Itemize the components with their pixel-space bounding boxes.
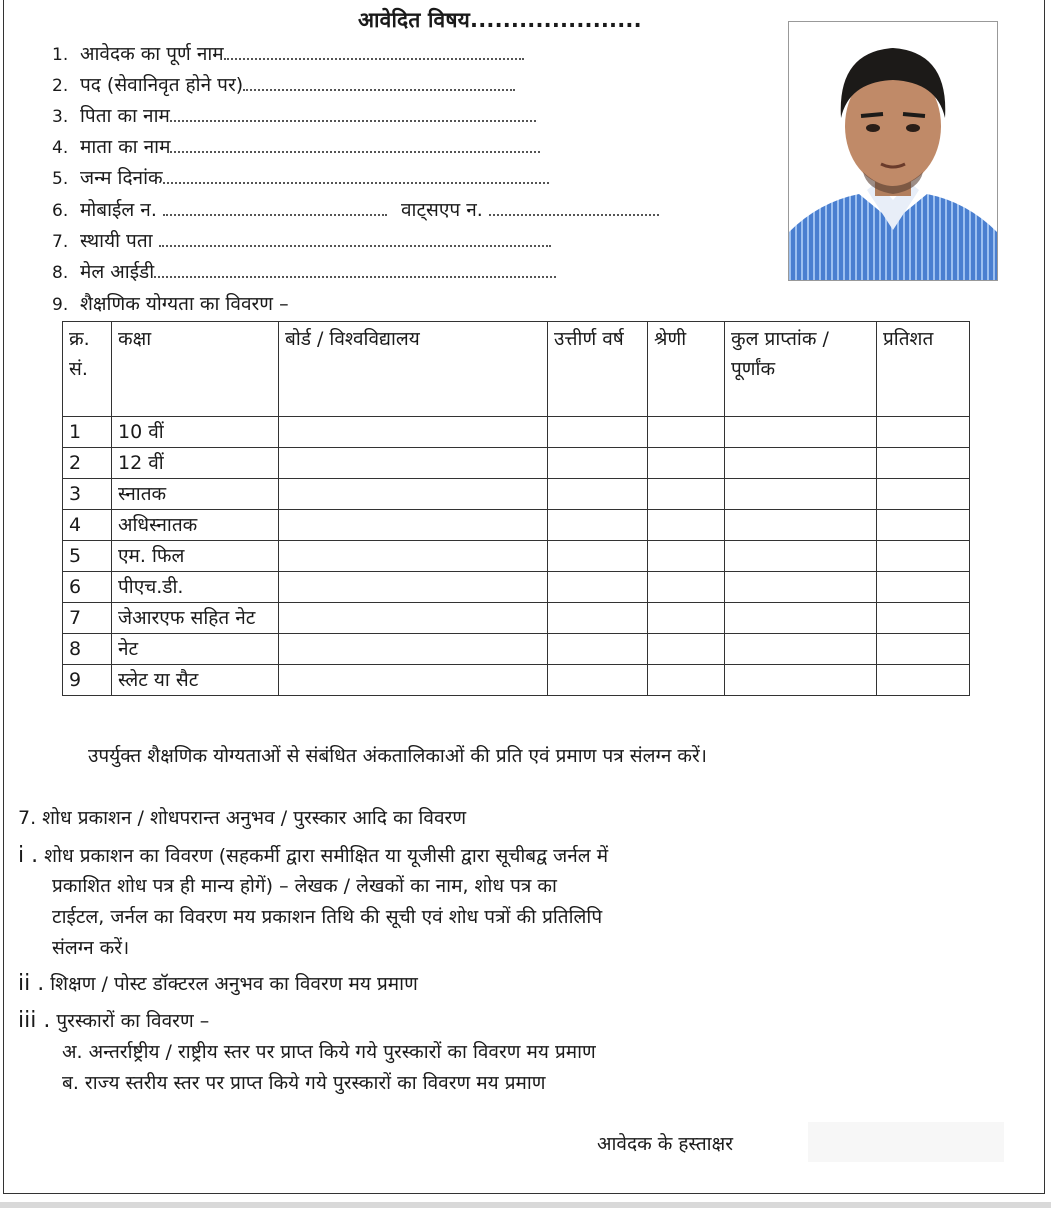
header-total-marks: कुल प्राप्तांक / पूर्णांक: [725, 322, 877, 417]
table-row: [63, 448, 970, 479]
fill-line[interactable]: [224, 44, 524, 60]
cell-marks[interactable]: [725, 448, 877, 479]
field-number: 2.: [52, 76, 69, 96]
cell-division[interactable]: [648, 510, 725, 541]
table-header-row: [63, 322, 970, 417]
cell-marks[interactable]: [725, 541, 877, 572]
cell-percent[interactable]: [877, 603, 970, 634]
whatsapp-fill-line[interactable]: [489, 200, 659, 216]
header-division: श्रेणी: [648, 322, 725, 417]
table-row: [63, 541, 970, 572]
cell-marks[interactable]: [725, 665, 877, 696]
whatsapp-label: वाट्सएप न.: [400, 199, 483, 221]
field-number: 5.: [52, 169, 69, 189]
item-ii: [18, 968, 418, 1000]
cell-percent[interactable]: [877, 634, 970, 665]
table-row: [63, 417, 970, 448]
bottom-strip: [0, 1202, 1051, 1208]
field-education-heading: [52, 292, 289, 317]
cell-division[interactable]: [648, 479, 725, 510]
field-number: 9.: [52, 295, 69, 315]
header-serial: क्र. सं.: [63, 322, 112, 417]
table-row: [63, 634, 970, 665]
cell-division[interactable]: [648, 634, 725, 665]
field-number: 4.: [52, 138, 69, 158]
item-i: [18, 840, 608, 872]
award-sub-b: ब. राज्य स्तरीय स्तर पर प्राप्त किये गये पुरस्कारों का विवरण मय प्रमाण: [62, 1072, 546, 1094]
field-label: शैक्षणिक योग्यता का विवरण –: [80, 293, 289, 315]
field-number: 7.: [52, 232, 69, 252]
cell-board[interactable]: [279, 479, 548, 510]
row-serial: 1: [63, 417, 112, 448]
item-i-line-4: संलग्न करें।: [52, 937, 130, 959]
field-father-name: [52, 104, 536, 129]
cell-year[interactable]: [548, 479, 648, 510]
cell-year[interactable]: [548, 572, 648, 603]
cell-division[interactable]: [648, 572, 725, 603]
field-label: माता का नाम: [80, 136, 171, 158]
row-class: जेआरएफ सहित नेट: [112, 603, 279, 634]
field-mobile: [52, 198, 659, 223]
row-serial: 5: [63, 541, 112, 572]
cell-marks[interactable]: [725, 417, 877, 448]
cell-board[interactable]: [279, 510, 548, 541]
attachment-note: उपर्युक्त शैक्षणिक योग्यताओं से संबंधित अंकतालिकाओं की प्रति एवं प्रमाण पत्र संलग्न करें।: [88, 745, 707, 767]
cell-percent[interactable]: [877, 448, 970, 479]
fill-line[interactable]: [170, 106, 536, 122]
field-label: जन्म दिनांक: [80, 167, 163, 189]
cell-year[interactable]: [548, 665, 648, 696]
field-label: पिता का नाम: [80, 105, 170, 127]
row-serial: 2: [63, 448, 112, 479]
field-label: आवेदक का पूर्ण नाम: [80, 43, 224, 65]
table-row: [63, 665, 970, 696]
cell-marks[interactable]: [725, 572, 877, 603]
table-row: [63, 572, 970, 603]
cell-percent[interactable]: [877, 510, 970, 541]
table-row: [63, 510, 970, 541]
cell-percent[interactable]: [877, 541, 970, 572]
row-class: अधिस्नातक: [112, 510, 279, 541]
item-i-line-1: शोध प्रकाशन का विवरण (सहकर्मी द्वारा समीक्षित या यूजीसी द्वारा सूचीबद्व जर्नल में: [44, 845, 609, 867]
header-passing-year: उत्तीर्ण वर्ष: [548, 322, 648, 417]
field-number: 6.: [52, 201, 69, 221]
row-serial: 6: [63, 572, 112, 603]
row-class: 12 वीं: [112, 448, 279, 479]
field-email: [52, 260, 556, 285]
item-ii-mark: ii .: [18, 971, 45, 996]
field-label: पद (सेवानिवृत होने पर): [80, 74, 244, 96]
award-sub-a: अ. अन्तर्राष्ट्रीय / राष्ट्रीय स्तर पर प्राप्त किये गये पुरस्कारों का विवरण मय प्रमाण: [62, 1041, 596, 1063]
cell-year[interactable]: [548, 510, 648, 541]
cell-year[interactable]: [548, 417, 648, 448]
field-applicant-name: [52, 42, 524, 67]
fill-line[interactable]: [154, 262, 556, 278]
cell-board[interactable]: [279, 572, 548, 603]
item-iii-text: पुरस्कारों का विवरण –: [56, 1010, 210, 1032]
cell-division[interactable]: [648, 541, 725, 572]
item-ii-text: शिक्षण / पोस्ट डॉक्टरल अनुभव का विवरण मय प्रमाण: [50, 973, 418, 995]
fill-line[interactable]: [170, 137, 540, 153]
fill-line[interactable]: [163, 168, 549, 184]
item-iii-mark: iii .: [18, 1008, 51, 1033]
cell-marks[interactable]: [725, 634, 877, 665]
field-number: 8.: [52, 263, 69, 283]
row-class: एम. फिल: [112, 541, 279, 572]
row-class: पीएच.डी.: [112, 572, 279, 603]
cell-division[interactable]: [648, 665, 725, 696]
section-7-heading: 7. शोध प्रकाशन / शोधपरान्त अनुभव / पुरस्कार आदि का विवरण: [18, 807, 467, 829]
header-board-university: बोर्ड / विश्वविद्यालय: [279, 322, 548, 417]
row-class: नेट: [112, 634, 279, 665]
cell-board[interactable]: [279, 417, 548, 448]
cell-board[interactable]: [279, 448, 548, 479]
field-label: मेल आईडी: [80, 261, 155, 283]
cell-percent[interactable]: [877, 417, 970, 448]
cell-division[interactable]: [648, 417, 725, 448]
item-i-line-2: प्रकाशित शोध पत्र ही मान्य होगें) – लेखक / लेखकों का नाम, शोध पत्र का: [52, 875, 557, 897]
cell-marks[interactable]: [725, 479, 877, 510]
cell-percent[interactable]: [877, 479, 970, 510]
row-class: स्नातक: [112, 479, 279, 510]
table-row: [63, 479, 970, 510]
field-post: [52, 73, 515, 98]
cell-year[interactable]: [548, 448, 648, 479]
row-class: स्लेट या सैट: [112, 665, 279, 696]
field-label: मोबाईल न.: [80, 199, 157, 221]
cell-board[interactable]: [279, 603, 548, 634]
row-serial: 3: [63, 479, 112, 510]
cell-year[interactable]: [548, 541, 648, 572]
fill-line[interactable]: [159, 231, 551, 247]
field-label: स्थायी पता: [80, 230, 153, 252]
row-serial: 8: [63, 634, 112, 665]
applied-subject-title: आवेदित विषय.....................: [358, 8, 642, 32]
item-i-line-3: टाईटल, जर्नल का विवरण मय प्रकाशन तिथि की सूची एवं शोध पत्रों की प्रतिलिपि: [52, 906, 603, 928]
row-serial: 4: [63, 510, 112, 541]
cell-division[interactable]: [648, 448, 725, 479]
item-i-mark: i .: [18, 843, 39, 868]
education-table: [62, 321, 970, 696]
field-address: [52, 229, 551, 254]
applicant-photo: [788, 21, 998, 281]
cell-division[interactable]: [648, 603, 725, 634]
field-birth-date: [52, 166, 549, 191]
field-mother-name: [52, 135, 540, 160]
cell-board[interactable]: [279, 541, 548, 572]
cell-marks[interactable]: [725, 603, 877, 634]
header-class: कक्षा: [112, 322, 279, 417]
fill-line[interactable]: [243, 75, 515, 91]
cell-board[interactable]: [279, 634, 548, 665]
field-number: 1.: [52, 45, 69, 65]
row-serial: 7: [63, 603, 112, 634]
cell-percent[interactable]: [877, 572, 970, 603]
row-serial: 9: [63, 665, 112, 696]
signature-area[interactable]: [808, 1122, 1004, 1162]
row-class: 10 वीं: [112, 417, 279, 448]
header-percentage: प्रतिशत: [877, 322, 970, 417]
table-row: [63, 603, 970, 634]
cell-percent[interactable]: [877, 665, 970, 696]
cell-year[interactable]: [548, 603, 648, 634]
field-number: 3.: [52, 107, 69, 127]
applicant-signature-label: आवेदक के हस्ताक्षर: [597, 1133, 733, 1155]
cell-year[interactable]: [548, 634, 648, 665]
item-iii: [18, 1005, 209, 1037]
cell-marks[interactable]: [725, 510, 877, 541]
mobile-fill-line[interactable]: [163, 200, 387, 216]
cell-board[interactable]: [279, 665, 548, 696]
